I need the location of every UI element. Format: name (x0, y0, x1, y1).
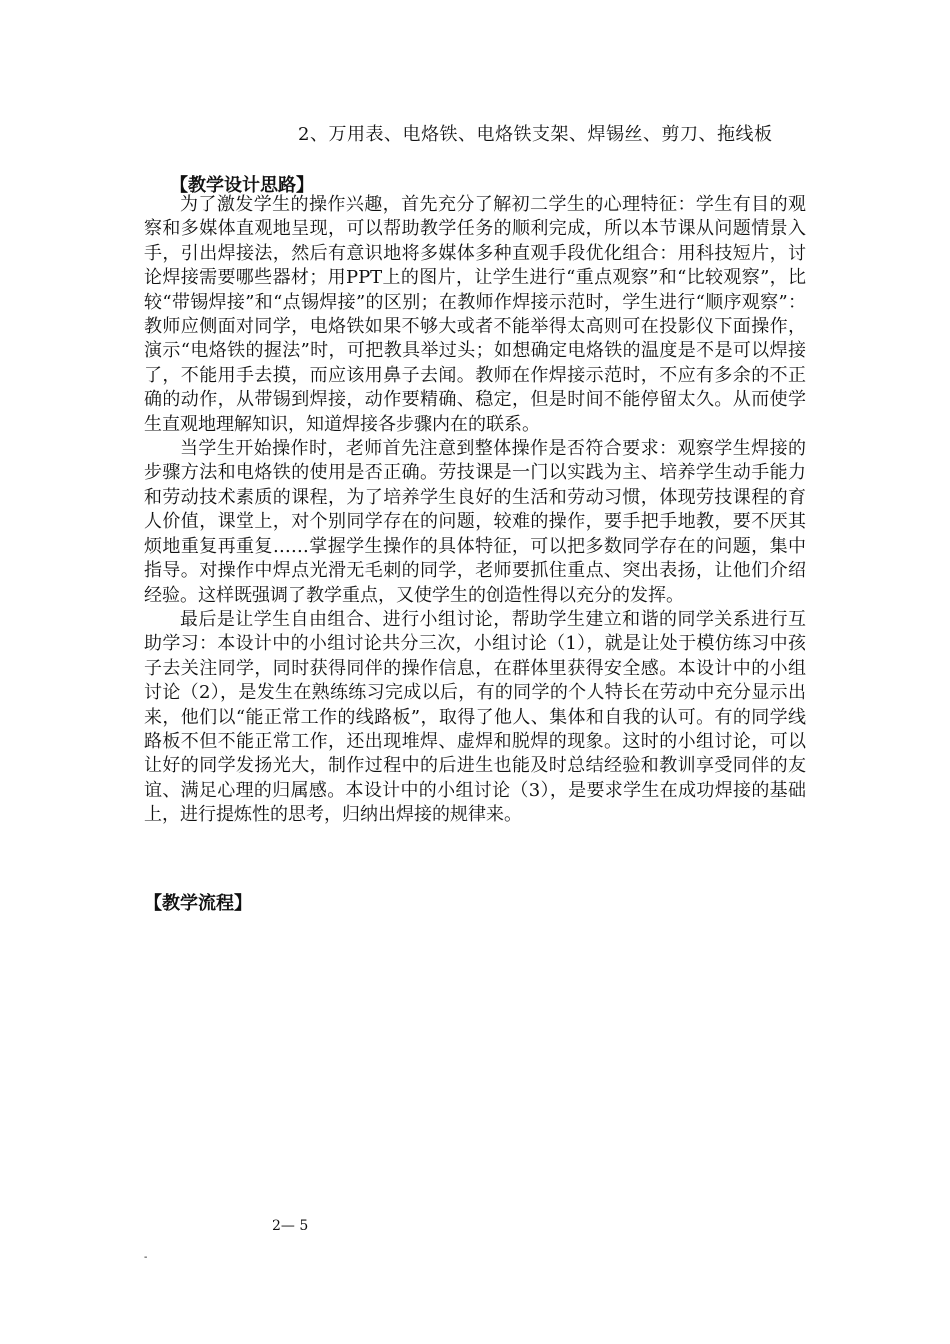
page-number: 2— 5 (272, 1218, 309, 1234)
design-paragraph-2: 当学生开始操作时，老师首先注意到整体操作是否符合要求：观察学生焊接的步骤方法和电烙铁的使用是否正确。劳技课是一门以实践为主、培养学生动手能力和劳动技术素质的课程，为了培养学生良好的生活和劳动习惯，体现劳技课程的育人价值，课堂上，对个别同学存在的问题，较难的操作，要手把手地教，要不厌其烦地重复再重复……掌握学生操作的具体特征，可以把多数同学存在的问题，集中指导。对操作中焊点光滑无毛刺的同学，老师要抓住重点、突出表扬，让他们介绍经验。这样既强调了教学重点，又使学生的创造性得以充分的发挥。 (144, 438, 806, 606)
footer-mark: - (144, 1252, 148, 1263)
materials-list-item-2: 2、万用表、电烙铁、电烙铁支架、焊锡丝、剪刀、拖线板 (298, 124, 773, 145)
section-heading-design: 【教学设计思路】 (170, 175, 314, 196)
design-paragraph-3: 最后是让学生自由组合、进行小组讨论，帮助学生建立和谐的同学关系进行互助学习：本设计中的小组讨论共分三次，小组讨论（1），就是让处于模仿练习中孩子去关注同学，同时获得同伴的操作信息，在群体里获得安全感。本设计中的小组讨论（2），是发生在熟练练习完成以后，有的同学的个人特长在劳动中充分显示出来，他们以“能正常工作的线路板”，取得了他人、集体和自我的认可。有的同学线路板不但不能正常工作，还出现堆焊、虚焊和脱焊的现象。这时的小组讨论，可以让好的同学发扬光大，制作过程中的后进生也能及时总结经验和教训享受同伴的友谊、满足心理的归属感。本设计中的小组讨论（3），是要求学生在成功焊接的基础上，进行提炼性的思考，归纳出焊接的规律来。 (144, 608, 806, 826)
design-paragraph-1: 为了激发学生的操作兴趣，首先充分了解初二学生的心理特征：学生有目的观察和多媒体直观地呈现，可以帮助教学任务的顺利完成，所以本节课从问题情景入手，引出焊接法，然后有意识地将多媒体多种直观手段优化组合：用科技短片，讨论焊接需要哪些器材；用PPT上的图片，让学生进行“重点观察”和“比较观察”，比较“带锡焊接”和“点锡焊接”的区别；在教师作焊接示范时，学生进行“顺序观察”：教师应侧面对同学，电烙铁如果不够大或者不能举得太高则可在投影仪下面操作，演示“电烙铁的握法”时，可把教具举过头；如想确定电烙铁的温度是不是可以焊接了，不能用手去摸，而应该用鼻子去闻。教师在作焊接示范时，不应有多余的不正确的动作，从带锡到焊接，动作要精确、稳定，但是时间不能停留太久。从而使学生直观地理解知识，知道焊接各步骤内在的联系。 (144, 194, 806, 435)
section-heading-flow: 【教学流程】 (144, 893, 252, 914)
design-body (144, 193, 806, 828)
